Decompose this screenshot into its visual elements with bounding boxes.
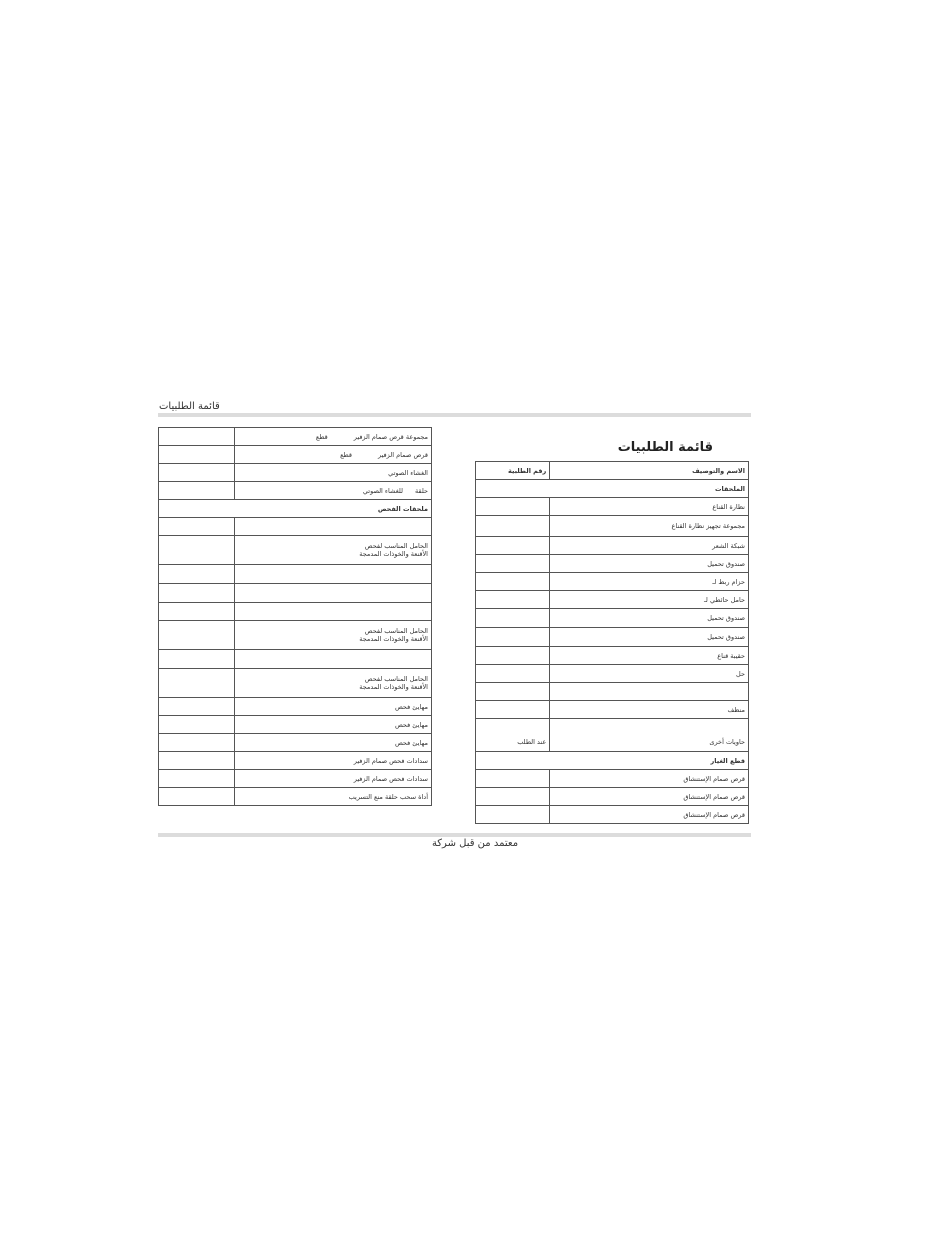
item-name-cell: قرص صمام الزفيرقطع (235, 446, 432, 464)
item-name-cell: مهايئ فحص (235, 716, 432, 734)
section-header-row (159, 500, 432, 518)
table-row (159, 518, 432, 536)
order-number-cell (159, 650, 235, 669)
order-number-cell (159, 716, 235, 734)
table-row (159, 752, 432, 770)
item-name-cell: مهايئ فحص (235, 698, 432, 716)
order-number-cell (476, 609, 550, 628)
table-row (476, 609, 749, 628)
order-number-cell (159, 464, 235, 482)
order-number-cell (476, 665, 550, 683)
table-row (159, 734, 432, 752)
right-order-table (475, 461, 749, 824)
column-header-name: الاسم والتوصيف (550, 462, 749, 480)
item-name-cell: سدادات فحص صمام الزفير (235, 770, 432, 788)
table-row (159, 584, 432, 603)
order-number-cell (159, 621, 235, 650)
table-row (159, 446, 432, 464)
table-row (159, 669, 432, 698)
table-row (159, 428, 432, 446)
table-row (159, 464, 432, 482)
item-name-cell: صندوق تحميل (550, 628, 749, 647)
table-row (476, 537, 749, 555)
item-name-cell: حلقةللغشاء الصوتي (235, 482, 432, 500)
table-row (159, 482, 432, 500)
order-number-cell (159, 788, 235, 806)
order-number-cell (159, 752, 235, 770)
order-number-cell (476, 573, 550, 591)
order-number-cell (159, 482, 235, 500)
item-name-cell: شبكة الشعر (550, 537, 749, 555)
order-number-cell (159, 518, 235, 536)
table-row (159, 698, 432, 716)
order-number-cell (159, 603, 235, 621)
table-row (476, 665, 749, 683)
table-row (476, 647, 749, 665)
order-number-cell (159, 669, 235, 698)
order-number-cell (159, 565, 235, 584)
item-name-cell: حقيبة قناع (550, 647, 749, 665)
table-row (159, 536, 432, 565)
order-number-cell (476, 806, 550, 824)
table-row (159, 650, 432, 669)
order-number-cell: عند الطلب (476, 719, 550, 752)
item-name-cell (235, 518, 432, 536)
item-name-cell: صندوق تحميل (550, 555, 749, 573)
section-header-row (476, 480, 749, 498)
item-name-cell: قرص صمام الإستنشاق (550, 770, 749, 788)
item-name-cell: أداة سحب حلقة منع التسريب (235, 788, 432, 806)
order-number-cell (476, 498, 550, 516)
order-number-cell (476, 591, 550, 609)
item-name-cell: حاويات أخرى (550, 719, 749, 752)
table-row (476, 683, 749, 701)
item-name-cell: حل (550, 665, 749, 683)
order-number-cell (476, 770, 550, 788)
footer-approval-text: معتمد من قبل شركة (431, 838, 519, 849)
item-name-cell: سدادات فحص صمام الزفير (235, 752, 432, 770)
order-number-cell (159, 584, 235, 603)
table-row (476, 701, 749, 719)
table-row (476, 591, 749, 609)
footer-divider (158, 833, 751, 837)
section-title-inspection: ملحقات الفحص (159, 500, 432, 518)
column-header-order-number: رقم الطلبية (476, 462, 550, 480)
left-order-table (158, 427, 432, 806)
order-number-cell (476, 555, 550, 573)
item-name-cell: الغشاء الصوتي (235, 464, 432, 482)
order-number-cell (159, 734, 235, 752)
item-name-cell: الحامل المناسب لفحص الأقنعة والخوذات المدمجة (235, 536, 432, 565)
item-name-cell: نظارة القناع (550, 498, 749, 516)
table-row (476, 498, 749, 516)
order-number-cell (476, 628, 550, 647)
item-name-cell: قرص صمام الإستنشاق (550, 788, 749, 806)
order-number-cell (476, 516, 550, 537)
page-header-title: قائمة الطلبيات (159, 401, 220, 412)
item-name-cell (235, 584, 432, 603)
order-number-cell (476, 701, 550, 719)
table-row (476, 788, 749, 806)
item-name-cell (235, 603, 432, 621)
table-row (476, 628, 749, 647)
item-name-cell: مجموعة تجهيز نظارة القناع (550, 516, 749, 537)
header-divider (158, 413, 751, 417)
section-title-accessories: الملحقات (476, 480, 749, 498)
order-number-cell (476, 788, 550, 806)
order-number-cell (476, 537, 550, 555)
table-row (476, 573, 749, 591)
order-number-cell (159, 446, 235, 464)
item-name-cell: الحامل المناسب لفحص الأقنعة والخوذات المدمجة (235, 669, 432, 698)
item-name-cell: صندوق تحميل (550, 609, 749, 628)
table-row (159, 716, 432, 734)
order-number-cell (159, 698, 235, 716)
section-title-spare-parts: قطع الغيار (476, 752, 749, 770)
order-number-cell (159, 770, 235, 788)
item-name-cell: مجموعة قرص صمام الزفيرقطع (235, 428, 432, 446)
order-number-cell (476, 683, 550, 701)
order-number-cell (159, 536, 235, 565)
table-row (476, 555, 749, 573)
item-name-cell: مهايئ فحص (235, 734, 432, 752)
table-row (159, 788, 432, 806)
item-name-cell (550, 683, 749, 701)
table-header-row (476, 462, 749, 480)
item-name-cell: منظف (550, 701, 749, 719)
item-name-cell (235, 565, 432, 584)
section-header-row (476, 752, 749, 770)
item-name-cell (235, 650, 432, 669)
table-row (476, 770, 749, 788)
table-row (159, 565, 432, 584)
item-name-cell: حامل حائطي لـ (550, 591, 749, 609)
table-row (159, 603, 432, 621)
item-name-cell: الحامل المناسب لفحص الأقنعة والخوذات المدمجة (235, 621, 432, 650)
order-number-cell (159, 428, 235, 446)
item-name-cell: حزام ربط لـ (550, 573, 749, 591)
order-list-heading: قائمة الطلبيات (617, 440, 713, 455)
table-row (476, 719, 749, 752)
table-row (159, 621, 432, 650)
table-row (159, 770, 432, 788)
table-row (476, 516, 749, 537)
item-name-cell: قرص صمام الإستنشاق (550, 806, 749, 824)
table-row (476, 806, 749, 824)
order-number-cell (476, 647, 550, 665)
